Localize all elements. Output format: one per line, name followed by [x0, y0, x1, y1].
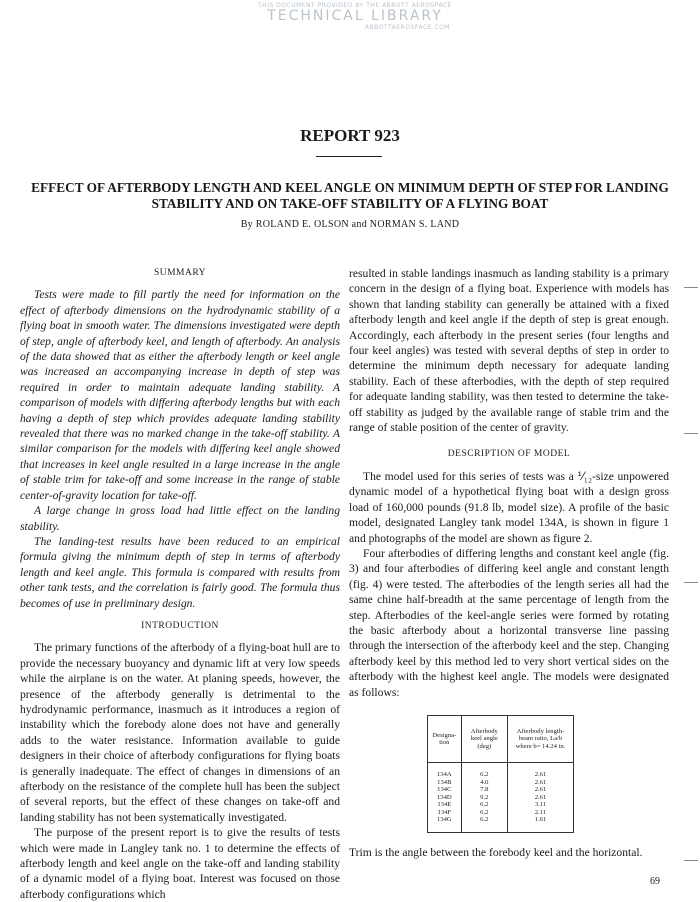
margin-mark: [684, 287, 698, 288]
summary-paragraph: A large change in gross load had little effect on the landing stability.: [20, 504, 340, 533]
introduction-paragraph: The primary functions of the afterbody of a flying-boat hull are to provide the necessary buoyancy and dynamic lift at very low speeds while the airplane is on the water. At planing speeds, however, the presence of the afterbody generally is detrimental to the hydrodynamic performance, inasmuch as it introduces a region of instability which the forebody alone does not have and generally adds to the water resistance. Information available to guide designers in their choice of afterbody configurations for flying boats is generally inadequate. The effect of changes in dimensions of an afterbody on the resistance of the complete hull has been the subject of several reports, but the effect of these changes on take-off and landing stability has not been systematically investigated.: [20, 641, 340, 824]
table-row: [428, 779, 574, 787]
cell: 2.61: [507, 794, 573, 802]
page-number: 69: [650, 876, 660, 887]
cell: 134D: [428, 794, 462, 802]
introduction-heading: INTRODUCTION: [141, 620, 219, 631]
margin-mark: [684, 582, 698, 583]
table-header: Afterbody keel angle (deg): [461, 716, 507, 763]
cell: 134B: [428, 779, 462, 787]
watermark: [230, 2, 480, 31]
paper-title: EFFECT OF AFTERBODY LENGTH AND KEEL ANGLE ON MINIMUM DEPTH OF STEP FOR LANDING STABILITY AND ON TAKE-OFF STABILITY OF A FLYING BOAT: [31, 180, 669, 211]
summary-heading: SUMMARY: [153, 268, 207, 278]
table-row: [428, 801, 574, 809]
cell: 4.0: [461, 779, 507, 787]
margin-mark: [684, 433, 698, 434]
cell: 2.61: [507, 786, 573, 794]
cell: 9.2: [461, 794, 507, 802]
cell: 6.2: [461, 801, 507, 809]
table-header: Designa-tion: [428, 716, 462, 763]
authors: By ROLAND E. OLSON and NORMAN S. LAND: [240, 219, 460, 230]
table-row: [428, 809, 574, 817]
cell: 134A: [428, 763, 462, 779]
description-paragraph: Four afterbodies of differing lengths and constant keel angle (fig. 3) and four afterbodies of differing keel angle and constant length (fig. 4) were tested. The afterbodies of the length series all had the same chine half-breadth at the same percentage of length from the step. Afterbodies of the keel-angle series were formed by rotating the basic afterbody about a horizontal transverse line passing through the intersection of the afterbody keel and the step. Changing afterbody keel by this method led to very short vertical sides on the afterbody with the highest keel angle. The models were designated as follows:: [349, 546, 669, 699]
report-number: REPORT 923: [300, 126, 400, 145]
cell: 134F: [428, 809, 462, 817]
watermark-line-2: TECHNICAL LIBRARY: [267, 8, 443, 24]
continuation-paragraph: resulted in stable landings inasmuch as landing stability is a primary concern in the design of a flying boat. Experience with models has shown that landing stability can generally be attained with a fixed afterbody length and keel angle if the depth of step is great enough. Accordingly, each afterbody in the present series (four lengths and four keel angles) was tested with several depths of step in order to determine the minimum depth necessary for adequate landing stability. Each of these afterbodies, with the depth of step required for adequate landing stability, was then tested to determine the take-off stability as judged by the available range of stable trim and the range of stable position of the center of gravity.: [349, 267, 669, 435]
cell: 6.2: [461, 816, 507, 832]
cell: 6.2: [461, 763, 507, 779]
summary-paragraph: The landing-test results have been reduced to an empirical formula giving the minimum depth of step in terms of afterbody length and keel angle. This formula is compared with results from other tank tests, and the correlation is fairly good. The formula thus becomes of use in preliminary design.: [20, 534, 340, 610]
table-row: [428, 816, 574, 832]
cell: 2.11: [507, 809, 573, 817]
table-header: Afterbody length-beam ratio, La/b where b= 14.24 in.: [507, 716, 573, 763]
introduction-paragraph: The purpose of the present report is to give the results of tests which were made in Langley tank no. 1 to determine the effects of afterbody length and keel angle on the take-off and landing stability of a dynamic model of a flying boat. Interest was focused on those afterbody configurations which: [20, 826, 340, 901]
table-row: [428, 763, 574, 779]
table-row: [428, 786, 574, 794]
summary-paragraph: Tests were made to fill partly the need for information on the effect of afterbody dimensions on the hydrodynamic stability of a flying boat in smooth water. The dimensions investigated were depth of step, angle of afterbody keel, and length of afterbody. An analysis of the data showed that as either the afterbody length or keel angle was increased an accompanying increase in depth of step was required in order to maintain adequate landing stability. A comparison of models with differing afterbody lengths but with each having a depth of step which provides adequate landing stability revealed that there was no marked change in the take-off stability. A similar comparison for the models with differing keel angle showed that increases in keel angle resulted in a large increase in the angle of stable trim for take-off and some increase in the range of stable center-of-gravity location for take-off.: [20, 288, 340, 502]
cell: 3.11: [507, 801, 573, 809]
cell: 7.8: [461, 786, 507, 794]
cell: 134C: [428, 786, 462, 794]
table-row: [428, 794, 574, 802]
right-column: [349, 266, 669, 700]
cell: 134E: [428, 801, 462, 809]
left-column: [20, 262, 340, 902]
cell: 2.61: [507, 763, 573, 779]
description-paragraph: The model used for this series of tests was a ⅟₁₂-size unpowered dynamic model of a hypothetical flying boat with a design gross load of 160,000 pounds (91.8 lb, model size). A profile of the basic model, designated Langley tank model 134A, is shown in figure 1 and photographs of the model are shown as figure 2.: [349, 469, 669, 545]
model-designation-table: [427, 715, 574, 833]
cell: 2.61: [507, 779, 573, 787]
margin-mark: [684, 860, 698, 861]
cell: 6.2: [461, 809, 507, 817]
title-rule: [316, 156, 382, 157]
watermark-line-3: ABBOTTAEROSPACE.COM: [364, 24, 450, 31]
cell: 134G: [428, 816, 462, 832]
cell: 1.61: [507, 816, 573, 832]
description-heading: DESCRIPTION OF MODEL: [447, 449, 571, 460]
trim-note: Trim is the angle between the forebody keel and the horizontal.: [349, 846, 643, 859]
watermark-line-1: THIS DOCUMENT PROVIDED BY THE ABBOTT AEROSPACE: [258, 2, 452, 9]
